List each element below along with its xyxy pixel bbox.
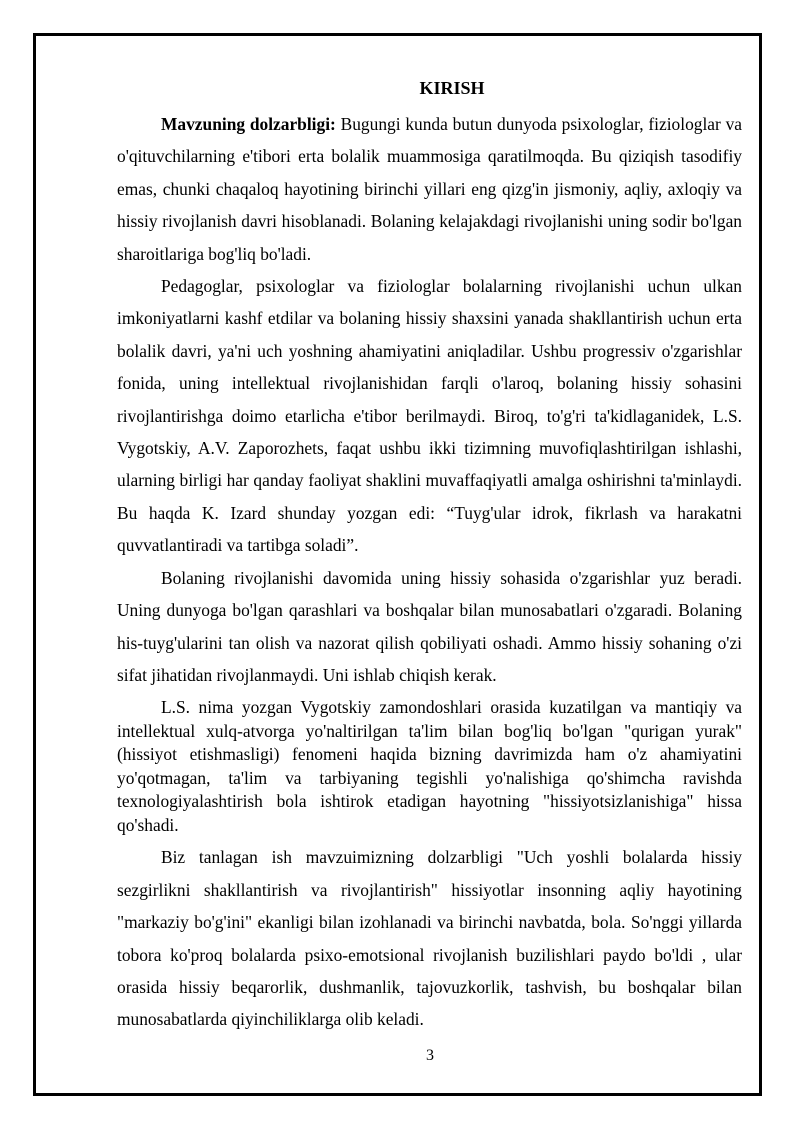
paragraph-lead: Mavzuning dolzarbligi:	[161, 114, 336, 134]
paragraph-development: Bolaning rivojlanishi davomida uning hissiy sohasida o'zgarishlar yuz beradi. Uning dunyoga bo'lgan qarashlari va boshqalar bilan munosabatlari o'zgaradi. Bolaning his-tuyg'ularini tan olish va nazorat qilish qobiliyati oshadi. Ammo hissiy sohaning o'zi sifat jihatidan rivojlanmaydi. Uni ishlab chiqish kerak.	[117, 567, 742, 685]
paragraph-topic: Biz tanlagan ish mavzuimizning dolzarbligi "Uch yoshli bolalarda hissiy sezgirlikni shakllantirish va rivojlantirish" hissiyotlar insonning aqliy hayotining "markaziy bo'g'ini" ekanligi bilan izohlanadi va birinchi navbatda, bola. So'nggi yillarda tobora ko'proq bolalarda psixo-emotsional rivojlanish buzilishlari paydo bo'ldi , ular orasida hissiy beqarorlik, dushmanlik, tajovuzkorlik, tashvish, bu boshqalar bilan munosabatlarda qiyinchiliklarga olib keladi.	[117, 847, 742, 1030]
paragraph-text: Bugungi kunda butun dunyoda psixologlar, fiziologlar va o'qituvchilarning e'tibori erta bolalik muammosiga qaratilmoqda. Bu qiziqish tasodifiy emas, chunki chaqaloq hayotining birinchi yillari eng qizg'in jismoniy, aqliy, axloqiy va hissiy rivojlanish davri hisoblanadi. Bolaning kelajakdagi rivojlanishi uning sodir bo'lgan sharoitlariga bog'liq bo'ladi.	[117, 114, 742, 264]
page-title: KIRISH	[419, 78, 485, 98]
document-body	[117, 74, 742, 1036]
paragraph-educators: Pedagoglar, psixologlar va fiziologlar bolalarning rivojlanishi uchun ulkan imkoniyatlarni kashf etdilar va bolaning hissiy shaxsini yanada shakllantirish uchun erta bolalik davri, ya'ni uch yoshning ahamiyatini aniqladilar. Ushbu progressiv o'zgarishlar fonida, uning intellektual rivojlanishidan farqli o'laroq, bolaning hissiy sohasini rivojlantirishga doimo etarlicha e'tibor berilmaydi. Biroq, to'g'ri ta'kidlaganidek, L.S. Vygotskiy, A.V. Zaporozhets, faqat ushbu ikki tizimning muvofiqlashtirilgan ishlashi, ularning birligi har qanday faoliyat shaklini muvaffaqiyatli amalga oshirishni ta'minlaydi. Bu haqda K. Izard shunday yozgan edi: “Tuyg'ular idrok, fikrlash va harakatni quvvatlantiradi va tartibga soladi”.	[117, 276, 742, 556]
page-number: 3	[426, 1047, 434, 1064]
paragraph-relevance	[117, 108, 742, 270]
paragraph-vygotsky: L.S. nima yozgan Vygotskiy zamondoshlari orasida kuzatilgan va mantiqiy va intellektual xulq-atvorga yo'naltirilgan ta'lim bilan bog'liq bo'lgan "qurigan yurak" (hissiyot etishmasligi) fenomeni haqida bizning davrimizda ham o'z ahamiyatini yo'qotmagan, ta'lim va tarbiyaning tegishli yo'nalishiga qo'shimcha ravishda texnologiyalashtirish bola ishtirok etadigan hayotning "hissiyotsizlanishiga" hissa qo'shadi.	[117, 697, 742, 835]
